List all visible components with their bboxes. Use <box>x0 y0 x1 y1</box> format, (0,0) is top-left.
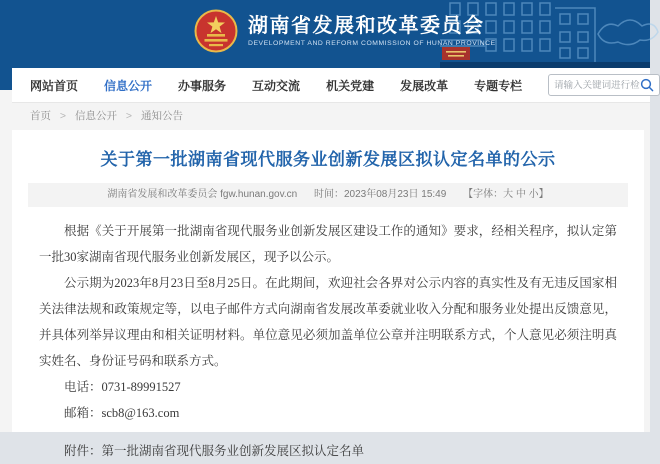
article-body <box>12 207 644 464</box>
contact-phone: 电话：0731-89991527 <box>64 380 181 394</box>
nav-item-topics[interactable]: 专题专栏 <box>474 78 523 93</box>
contact-email: 邮箱：scb8@163.com <box>64 406 180 420</box>
attachment-line: 附件：第一批湖南省现代服务业创新发展区拟认定名单 <box>64 444 365 458</box>
search-box[interactable] <box>548 74 660 96</box>
breadcrumb-info[interactable]: 信息公开 <box>74 110 117 122</box>
article-card <box>12 130 644 458</box>
site-subtitle: DEVELOPMENT AND REFORM COMMISSION OF HUNAN PROVINCE <box>248 40 496 47</box>
article-source: 湖南省发展和改革委员会 fgw.hunan.gov.cn <box>107 189 298 200</box>
nav-item-info[interactable]: 信息公开 <box>104 78 153 93</box>
nav-item-home[interactable]: 网站首页 <box>30 78 79 93</box>
article-timestamp: 时间：2023年08月23日 15:49 <box>314 189 447 200</box>
article-meta-bar <box>28 183 628 207</box>
breadcrumb-separator: > <box>125 110 133 122</box>
nav-item-reform[interactable]: 发展改革 <box>400 78 449 93</box>
search-icon[interactable] <box>640 78 654 92</box>
font-size-controls[interactable]: 【字体：大 中 小】 <box>463 189 549 200</box>
breadcrumb-separator: > <box>59 110 67 122</box>
breadcrumb-notices[interactable]: 通知公告 <box>140 110 183 122</box>
national-emblem-icon <box>194 9 238 53</box>
article-title: 关于第一批湖南省现代服务业创新发展区拟认定名单的公示 <box>100 150 556 169</box>
site-brand <box>194 9 496 53</box>
nav-item-party[interactable]: 机关党建 <box>326 78 375 93</box>
header-corner-decoration <box>0 68 12 90</box>
site-title: 湖南省发展和改革委员会 <box>248 15 485 37</box>
main-nav <box>12 68 650 103</box>
search-input[interactable] <box>554 80 640 91</box>
breadcrumb-home[interactable]: 首页 <box>30 110 51 122</box>
article-paragraph: 根据《关于开展第一批湖南省现代服务业创新发展区建设工作的通知》要求，经相关程序，拟认定第一批30家湖南省现代服务业创新发展区，现予以公示。 <box>39 224 617 264</box>
article-paragraph: 公示期为2023年8月23日至8月25日。在此期间，欢迎社会各界对公示内容的真实性及有无违反国家相关法律法规和政策规定等，以电子邮件方式向湖南省发展改革委就业收入分配和服务业处提出反馈意见，并具体列举异议理由和相关证明材料。单位意见必须加盖单位公章并注明联系方式，个人意见必须注明真实姓名、身份证号码和联系方式。 <box>39 276 617 368</box>
site-header <box>0 0 650 68</box>
nav-item-services[interactable]: 办事服务 <box>178 78 227 93</box>
breadcrumb <box>12 103 650 130</box>
nav-item-interaction[interactable]: 互动交流 <box>252 78 301 93</box>
